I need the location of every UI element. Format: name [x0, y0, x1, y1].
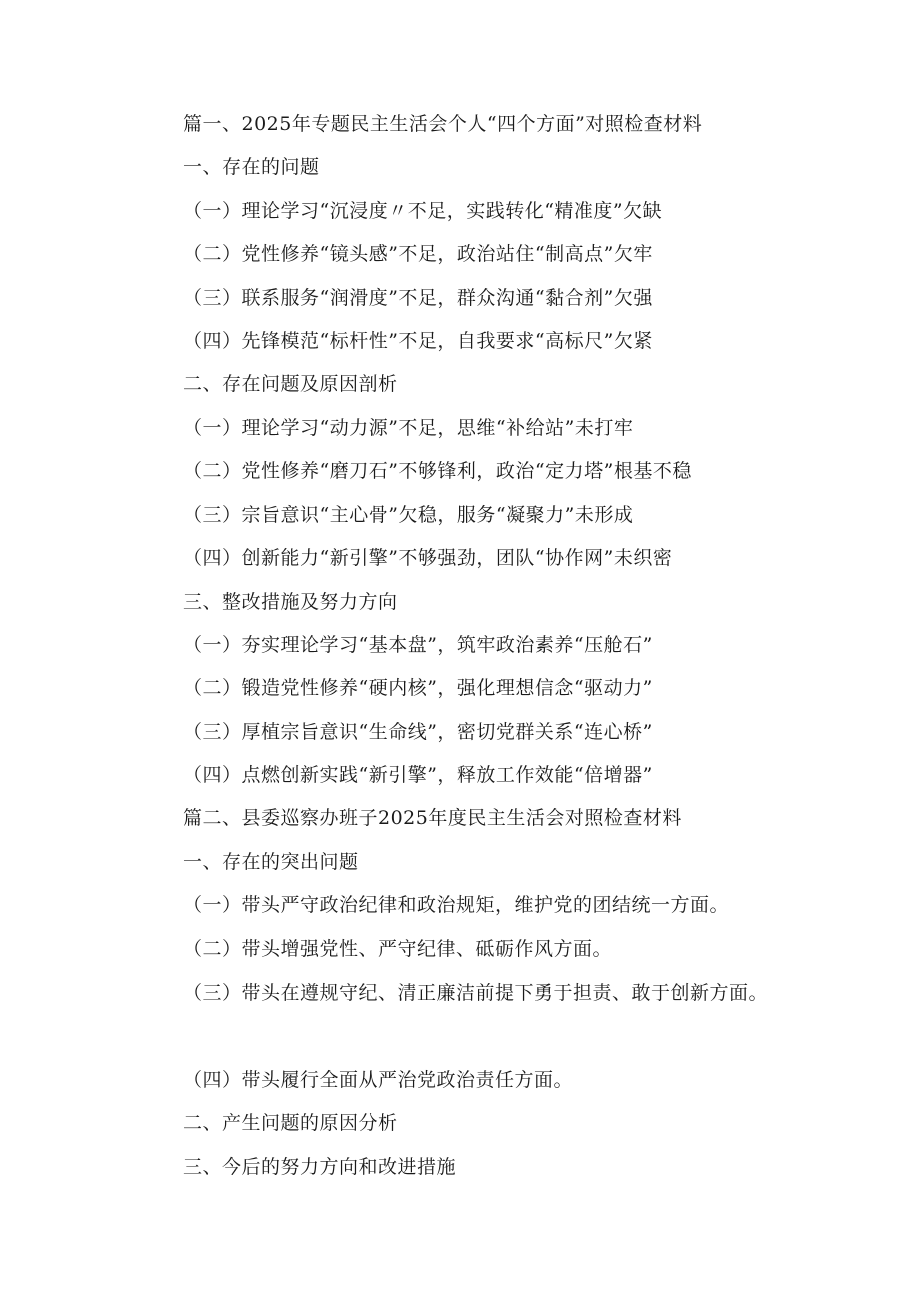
section-title-part-one: 篇一、2025年专题民主生活会个人“四个方面”对照检查材料 [183, 113, 703, 135]
list-item: （二）党性修养“磨刀石”不够锋利，政治“定力塔”根基不稳 [183, 460, 692, 482]
list-item: （三）带头在遵规守纪、清正廉洁前提下勇于担责、敢于创新方面。 [183, 982, 769, 1004]
list-item: （四）创新能力“新引擎”不够强劲，团队“协作网”未织密 [183, 547, 673, 569]
heading-rectification-measures: 三、整改措施及努力方向 [183, 591, 398, 613]
list-item: （二）锻造党性修养“硬内核”，强化理想信念“驱动力” [183, 677, 653, 699]
heading-prominent-problems: 一、存在的突出问题 [183, 851, 359, 873]
list-item: （三）厚植宗旨意识“生命线”，密切党群关系“连心桥” [183, 721, 653, 743]
heading-problem-causes: 二、产生问题的原因分析 [183, 1112, 398, 1134]
list-item: （一）理论学习“动力源”不足，思维“补给站”未打牢 [183, 417, 634, 439]
list-item: （二）党性修养“镜头感”不足，政治站住“制高点”欠牢 [183, 243, 653, 265]
list-item: （三）宗旨意识“主心骨”欠稳，服务“凝聚力”未形成 [183, 504, 634, 526]
list-item: （四）点燃创新实践“新引擎”，释放工作效能“倍增器” [183, 764, 653, 786]
list-item: （四）先锋模范“标杆性”不足，自我要求“高标尺”欠紧 [183, 330, 653, 352]
section-title-part-two: 篇二、县委巡察办班子2025年度民主生活会对照检查材料 [183, 807, 682, 829]
list-item: （四）带头履行全面从严治党政治责任方面。 [183, 1069, 574, 1091]
list-item: （三）联系服务“润滑度”不足，群众沟通“黏合剂”欠强 [183, 287, 653, 309]
heading-cause-analysis: 二、存在问题及原因剖析 [183, 373, 398, 395]
list-item: （二）带头增强党性、严守纪律、砥砺作风方面。 [183, 938, 613, 960]
heading-existing-problems: 一、存在的问题 [183, 156, 320, 178]
list-item: （一）带头严守政治纪律和政治规矩，维护党的团结统一方面。 [183, 894, 730, 916]
list-item: （一）理论学习“沉浸度〃不足，实践转化“精准度”欠缺 [183, 200, 663, 222]
heading-future-direction: 三、今后的努力方向和改进措施 [183, 1156, 457, 1178]
list-item: （一）夯实理论学习“基本盘”，筑牢政治素养“压舱石” [183, 634, 653, 656]
